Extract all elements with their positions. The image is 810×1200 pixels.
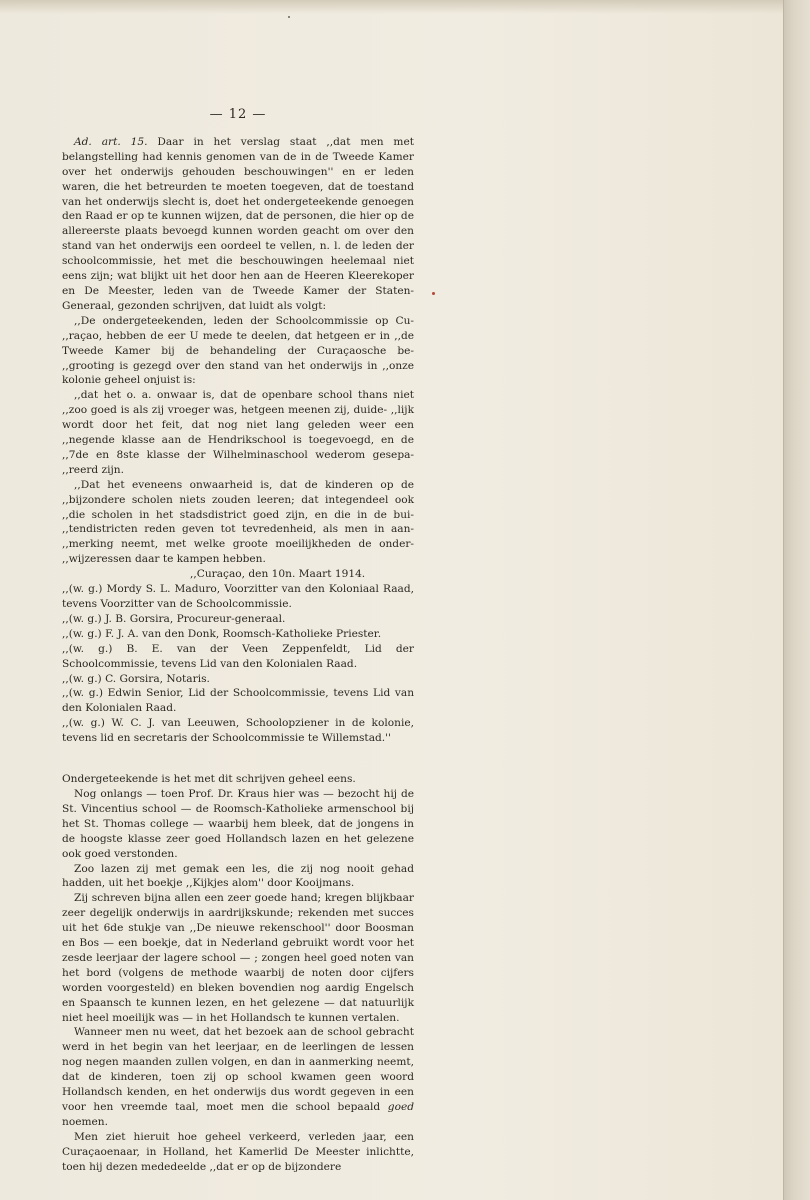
body-paragraph: Nog onlangs — toen Prof. Dr. Kraus hier was — bezocht hij de St. Vincentius school — de Roomsch-Katholieke armenschool bij het St. Thomas college — waarbij hem bleek, dat de jongens in de hoogste klasse zeer goed Hollandsch lazen en het gelezene ook goed verstonden.	[62, 787, 414, 860]
place-date: ,,Curaçao, den 10n. Maart 1914.	[190, 568, 366, 581]
signature-prefix: ,,(w. g.)	[62, 583, 103, 596]
signatory-role: Lid der Schoolcommissie, tevens Lid van den Kolonialen Raad.	[62, 687, 415, 715]
signatory-role: Lid der Schoolcommissie, tevens Lid van den Kolonialen Raad.	[62, 642, 414, 670]
signatory-name: C. Gorsira,	[105, 672, 164, 685]
body-paragraph: Ondergeteekende is het met dit schrijven geheel eens.	[62, 773, 356, 786]
quoted-letter	[62, 314, 414, 746]
signatory-name: Edwin Senior,	[107, 687, 184, 700]
quote-paragraph: ,,Dat het eveneens onwaarheid is, dat de kinderen op de ,,bijzondere scholen niets zouden leeren; dat integendeel ook ,,die scholen in het stadsdistrict goed zijn, en die in de bui- ,,tendistricten reden geven tot tevredenheid, als men in aan- ,,merking neemt, met welke groote moeilijkheden de onder- ,,wijzeressen daar te kampen hebben.	[62, 478, 414, 566]
ink-speck	[288, 16, 290, 18]
signatory-name: Mordy S. L. Maduro,	[106, 583, 221, 596]
signature-entry	[62, 642, 414, 672]
body-paragraph: Zoo lazen zij met gemak een les, die zij nog nooit gehad hadden, uit het boekje ,,Kijkjes alom'' door Kooijmans.	[62, 862, 414, 890]
signatory-role: Schoolopziener in de kolonie, tevens lid en secretaris der Schoolcommissie te Willemstad.''	[62, 717, 414, 745]
body-paragraph: Zij schreven bijna allen een zeer goede hand; kregen blijkbaar zeer degelijk onderwijs in aardrijkskunde; rekenden met succes uit het 6de stukje van ,,De nieuwe rekenschool'' door Boosman en Bos — een boekje, dat in Nederland gebruikt wordt voor het zesde leerjaar der lagere school — ; zongen heel goed noten van het bord (volgens de methode waarbij de noten door cijfers worden voorgesteld) en bleken bovendien nog aardig Engelsch en Spaansch te kunnen lezen, en het gelezene — dat natuurlijk niet heel moeilijk was — in het Hollandsch te kunnen vertalen.	[62, 892, 414, 1024]
signatory-role: Voorzitter van den Koloniaal Raad, tevens Voorzitter van de Schoolcommissie.	[62, 583, 414, 610]
article-reference: Ad. art. 15.	[74, 135, 148, 148]
signature-entry	[62, 716, 414, 746]
emphasized-word: goed	[387, 1101, 414, 1113]
body-text: Wanneer men nu weet, dat het bezoek aan de school gebracht werd in het begin van het leerjaar, en de leerlingen de lessen nog negen maanden zullen volgen, en dan in aanmerking neemt, dat de kinderen, toen zij op school kwamen geen woord Hollandsch kenden, en het onderwijs dus wordt gegeven in een voor hen vreemde taal, moet men die school bepaald	[62, 1026, 414, 1113]
signatory-name: J. B. Gorsira,	[105, 612, 174, 625]
signature-prefix: ,,(w. g.)	[62, 627, 102, 640]
signature-entry	[62, 672, 414, 687]
body-paragraph	[62, 1025, 414, 1129]
quote-paragraph: ,,dat het o. a. onwaar is, dat de openbare school thans niet ,,zoo goed is als zij vroeger was, hetgeen meenen zij, duide- ,,lijk wordt door het feit, dat nog niet lang geleden weer een ,,negende klasse aan de Hendrikschool is toegevoegd, en de ,,7de en 8ste klasse der Wilhelminaschool wederom gesepa- ,,reerd zijn.	[62, 389, 414, 476]
signatory-name: F. J. A. van den Donk,	[105, 627, 220, 640]
body-text-tail: noemen.	[62, 1115, 108, 1128]
body-paragraph: Men ziet hieruit hoe geheel verkeerd, verleden jaar, een Curaçaoenaar, in Holland, het Kamerlid De Meester inlichtte, toen hij dezen mededeelde ,,dat er op de bijzondere	[62, 1130, 414, 1173]
signature-prefix: ,,(w. g.)	[62, 687, 103, 700]
signatory-name: W. C. J. van Leeuwen,	[111, 717, 240, 730]
page-top-edge	[0, 0, 785, 14]
signature-prefix: ,,(w. g.)	[62, 612, 102, 625]
signature-entry	[62, 612, 414, 627]
signature-prefix: ,,(w. g.)	[62, 717, 105, 730]
signatory-role: Notaris.	[166, 672, 210, 685]
ink-speck	[432, 292, 435, 295]
intro-paragraph	[62, 135, 414, 314]
signature-entry	[62, 582, 414, 612]
signatory-role: Procureur-generaal.	[176, 612, 286, 625]
signatory-name: B. E. van der Veen Zeppenfeldt,	[126, 642, 351, 655]
signature-entry	[62, 686, 414, 716]
quote-paragraph: ,,De ondergeteekenden, leden der Schoolcommissie op Cu- ,,raçao, hebben de eer U mede te deelen, dat hetgeen er in ,,de Tweede Kamer bij de behandeling der Curaçaosche be- ,,grooting is gezegd over den stand van het onderwijs in ,,onze kolonie geheel onjuist is:	[62, 314, 414, 387]
signature-entry	[62, 627, 414, 642]
intro-text: Daar in het verslag staat ,,dat men met belangstelling had kennis genomen van de in de Tweede Kamer over het onderwijs gehouden beschouwingen'' en er leden waren, die het betreurden te moeten toegeven, dat de toestand van het onderwijs slecht is, doet het ondergeteekende genoegen den Raad er op te kunnen wijzen, dat de personen, die hier op de allereerste plaats bevoegd kunnen worden geacht om over den stand van het onderwijs een oordeel te vellen, n. l. de leden der schoolcommissie, het met die beschouwingen heelemaal niet eens zijn; wat blijkt uit het door hen aan de Heeren Kleerekoper en De Meester, leden van de Tweede Kamer der Staten-Generaal, gezonden schrijven, dat luidt als volgt:	[62, 135, 415, 312]
page-number: — 12 —	[209, 107, 267, 122]
signatory-role: Roomsch-Katholieke Priester.	[222, 627, 382, 640]
signature-prefix: ,,(w. g.)	[62, 672, 102, 685]
document-text	[62, 108, 414, 1175]
signature-prefix: ,,(w. g.)	[62, 642, 113, 655]
page-fold-edge	[783, 0, 810, 1200]
